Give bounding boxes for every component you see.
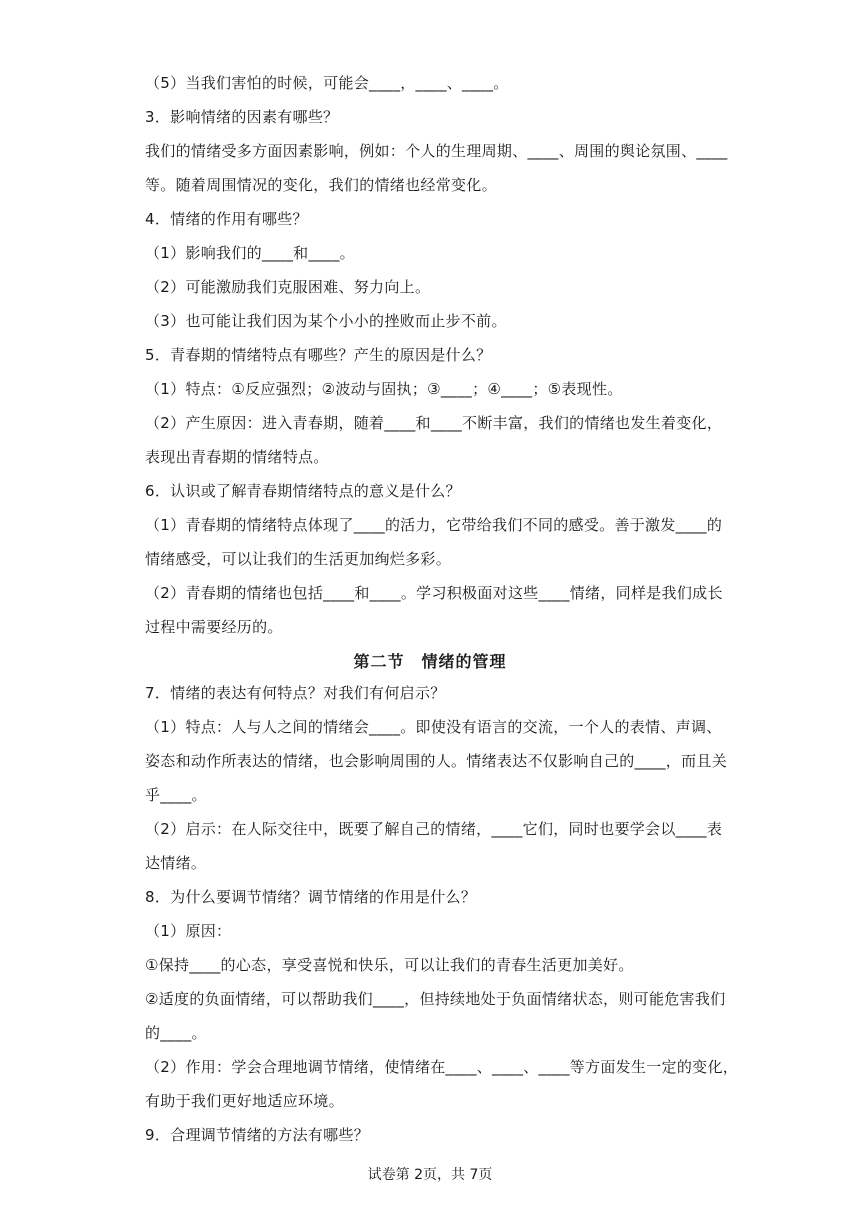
question-heading: 6．认识或了解青春期情绪特点的意义是什么？ — [145, 482, 461, 500]
text-line: （2）作用：学会合理地调节情绪，使情绪在____、____、____等方面发生一定的变化， — [145, 1058, 739, 1076]
text-line: 姿态和动作所表达的情绪，也会影响周围的人。情绪表达不仅影响自己的____，而且关 — [145, 752, 728, 770]
question-heading: 3．影响情绪的因素有哪些？ — [145, 108, 339, 126]
text-line: （2）产生原因：进入青春期，随着____和____不断丰富，我们的情绪也发生着变化， — [145, 414, 723, 432]
question-heading: 4．情绪的作用有哪些？ — [145, 210, 308, 228]
text-line: 过程中需要经历的。 — [145, 618, 283, 636]
text-line: 等。随着周围情况的变化，我们的情绪也经常变化。 — [145, 176, 497, 194]
page-footer: 试卷第 2页，共 7页 — [367, 1167, 493, 1183]
text-line: ②适度的负面情绪，可以帮助我们____，但持续地处于负面情绪状态，则可能危害我们 — [145, 990, 726, 1008]
text-line: （3）也可能让我们因为某个小小的挫败而止步不前。 — [145, 312, 507, 330]
text-line: ①保持____的心态，享受喜悦和快乐，可以让我们的青春生活更加美好。 — [145, 956, 634, 974]
text-line: 有助于我们更好地适应环境。 — [145, 1092, 344, 1110]
text-line: 的____。 — [145, 1024, 207, 1042]
text-line: 我们的情绪受多方面因素影响，例如：个人的生理周期、____、周围的舆论氛围、____ — [145, 142, 728, 160]
text-line: （1）影响我们的____和____。 — [145, 244, 355, 262]
question-heading: 8．为什么要调节情绪？调节情绪的作用是什么？ — [145, 888, 477, 906]
section-title: 第二节 情绪的管理 — [353, 652, 507, 671]
text-line: （2）启示：在人际交往中，既要了解自己的情绪，____它们，同时也要学会以____表 — [145, 820, 723, 838]
text-line: （1）特点：①反应强烈；②波动与固执；③____；④____；⑤表现性。 — [145, 380, 623, 398]
text-line: （2）可能激励我们克服困难、努力向上。 — [145, 278, 431, 296]
question-heading: 7．情绪的表达有何特点？对我们有何启示？ — [145, 684, 446, 702]
text-line: （1）特点：人与人之间的情绪会____。即使没有语言的交流，一个人的表情、声调、 — [145, 718, 722, 736]
text-line: 情绪感受，可以让我们的生活更加绚烂多彩。 — [145, 550, 452, 568]
question-heading: 9．合理调节情绪的方法有哪些？ — [145, 1126, 370, 1144]
text-line: （5）当我们害怕的时候，可能会____，____、____。 — [145, 74, 509, 92]
text-line: （1）青春期的情绪特点体现了____的活力，它带给我们不同的感受。善于激发____的 — [145, 516, 723, 534]
question-heading: 5．青春期的情绪特点有哪些？产生的原因是什么？ — [145, 346, 492, 364]
text-line: 达情绪。 — [145, 854, 207, 872]
text-line: 表现出青春期的情绪特点。 — [145, 448, 329, 466]
text-line: （2）青春期的情绪也包括____和____。学习积极面对这些____情绪，同样是我们成长 — [145, 584, 723, 602]
text-line: （1）原因： — [145, 922, 232, 940]
text-line: 乎____。 — [145, 786, 207, 804]
